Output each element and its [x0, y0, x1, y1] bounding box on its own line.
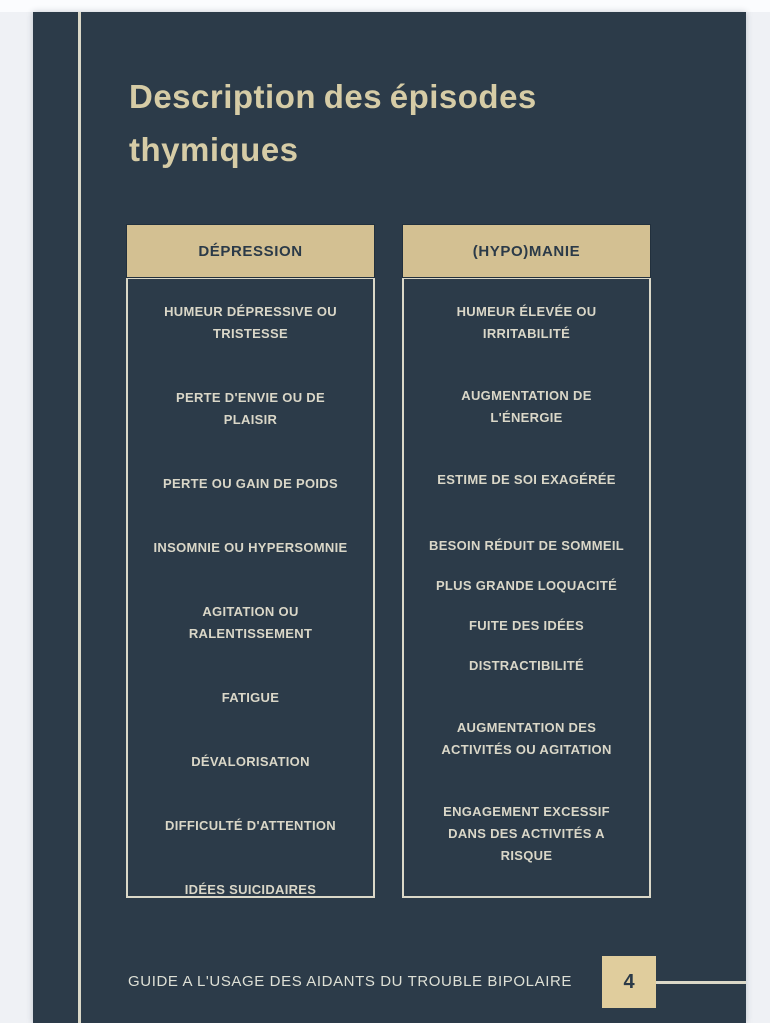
symptom-item: IDÉES SUICIDAIRES	[184, 882, 317, 897]
episode-columns	[126, 224, 651, 898]
column-hypomanie	[402, 224, 651, 898]
symptom-item: PERTE D'ENVIE OU DE PLAISIR	[176, 390, 325, 427]
symptom-item: ENGAGEMENT EXCESSIF DANS DES ACTIVITÉS A RISQUE	[443, 804, 610, 863]
symptom-item: FATIGUE	[221, 690, 280, 705]
page-margin-strip	[0, 0, 770, 12]
column-depression	[126, 224, 375, 898]
symptom-item: DIFFICULTÉ D'ATTENTION	[165, 818, 336, 833]
column-body-depression	[126, 278, 375, 898]
symptom-item: ESTIME DE SOI EXAGÉRÉE	[437, 472, 616, 487]
column-header-depression: DÉPRESSION	[126, 224, 375, 278]
symptom-item: FUITE DES IDÉES	[468, 618, 585, 633]
left-accent-line	[78, 12, 81, 1023]
symptom-item: AUGMENTATION DES ACTIVITÉS OU AGITATION	[441, 720, 612, 757]
symptom-item: BESOIN RÉDUIT DE SOMMEIL	[429, 538, 624, 553]
symptom-item: HUMEUR DÉPRESSIVE OU TRISTESSE	[164, 304, 337, 341]
page-number-badge: 4	[602, 956, 656, 1008]
column-body-hypomanie	[402, 278, 651, 898]
column-header-hypomanie: (HYPO)MANIE	[402, 224, 651, 278]
symptom-item: DISTRACTIBILITÉ	[469, 658, 584, 673]
page-title: Description des épisodes thymiques	[129, 78, 537, 168]
symptom-item: AUGMENTATION DE L'ÉNERGIE	[461, 388, 592, 425]
footer-decorative-line	[656, 981, 746, 984]
symptom-item: INSOMNIE OU HYPERSOMNIE	[153, 540, 348, 555]
symptom-item: AGITATION OU RALENTISSEMENT	[188, 604, 313, 641]
symptom-item: DÉVALORISATION	[191, 754, 310, 769]
symptom-item: PLUS GRANDE LOQUACITÉ	[435, 578, 618, 593]
symptom-item: HUMEUR ÉLEVÉE OU IRRITABILITÉ	[456, 304, 597, 341]
footer-guide-title: GUIDE A L'USAGE DES AIDANTS DU TROUBLE BIPOLAIRE	[128, 973, 573, 990]
document-page	[33, 12, 746, 1023]
symptom-item: PERTE OU GAIN DE POIDS	[163, 476, 338, 491]
